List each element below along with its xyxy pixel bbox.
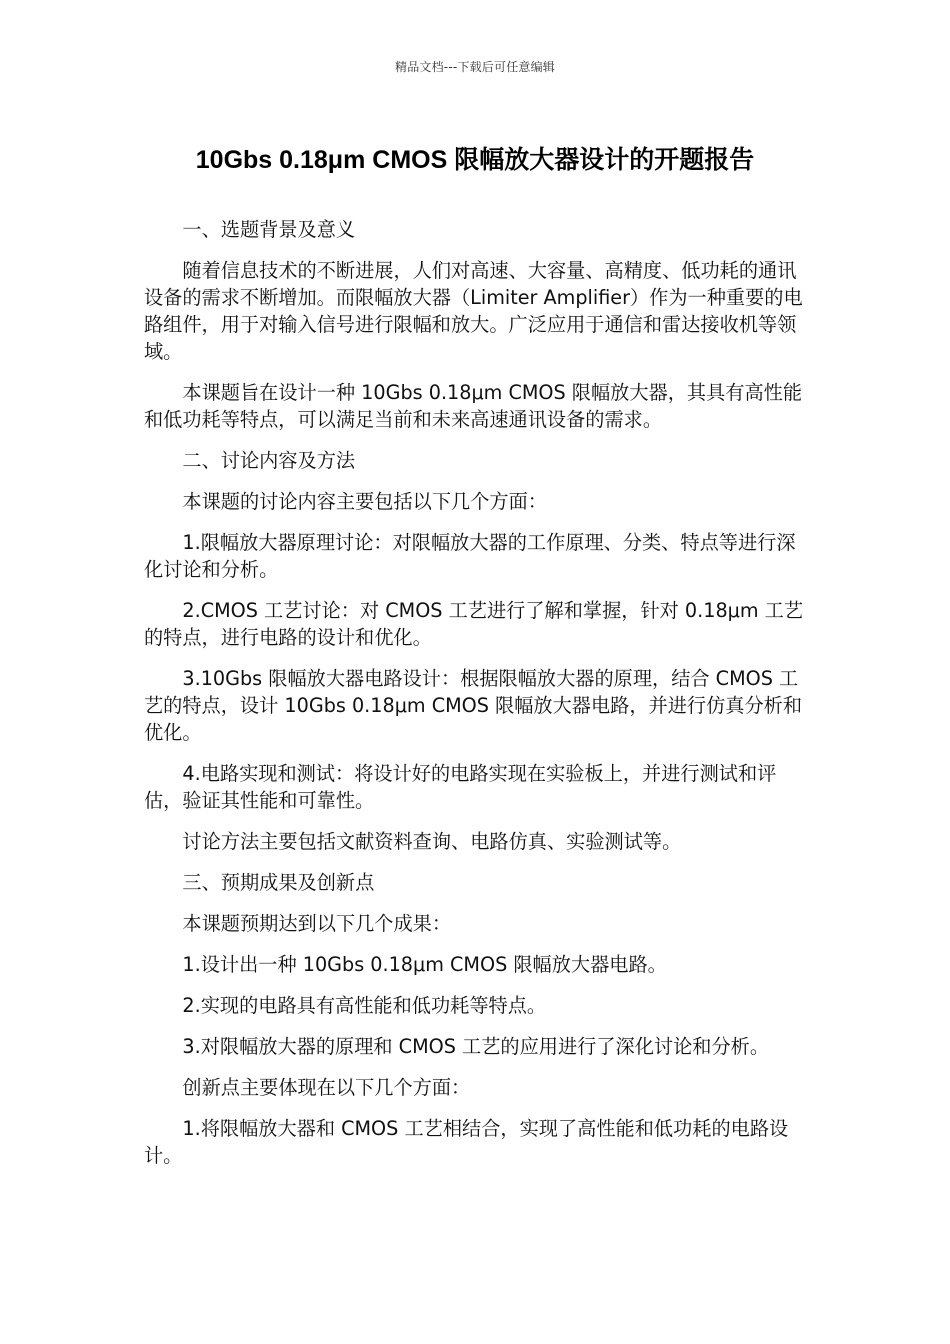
paragraph-outcomes-intro: 本课题预期达到以下几个成果： bbox=[182, 912, 452, 935]
paragraph-methods: 讨论方法主要包括文献资料查询、电路仿真、实验测试等。 bbox=[182, 830, 682, 853]
document-title: 10Gbs 0.18μm CMOS 限幅放大器设计的开题报告 bbox=[195, 146, 755, 174]
document-body bbox=[144, 216, 808, 1183]
list-item-outcome-1: 1.设计出一种 10Gbs 0.18μm CMOS 限幅放大器电路。 bbox=[182, 953, 667, 976]
list-item-innovation-1: 1.将限幅放大器和 CMOS 工艺相结合，实现了高性能和低功耗的电路设计。 bbox=[144, 1117, 789, 1167]
list-item-outcome-3: 3.对限幅放大器的原理和 CMOS 工艺的应用进行了深化讨论和分析。 bbox=[182, 1035, 770, 1058]
list-item-cmos-process: 2.CMOS 工艺讨论：对 CMOS 工艺进行了解和掌握，针对 0.18μm 工艺的特点，进行电路的设计和优化。 bbox=[144, 599, 804, 649]
section-heading-content-methods: 二、讨论内容及方法 bbox=[182, 449, 356, 472]
paragraph-content-intro: 本课题的讨论内容主要包括以下几个方面： bbox=[182, 490, 547, 513]
list-item-outcome-2: 2.实现的电路具有高性能和低功耗等特点。 bbox=[182, 994, 547, 1017]
paragraph-innovation-intro: 创新点主要体现在以下几个方面： bbox=[182, 1076, 471, 1099]
list-item-circuit-design: 3.10Gbs 限幅放大器电路设计：根据限幅放大器的原理，结合 CMOS 工艺的特点，设计 10Gbs 0.18μm CMOS 限幅放大器电路，并进行仿真分析和优化。 bbox=[144, 667, 803, 744]
section-heading-outcomes: 三、预期成果及创新点 bbox=[182, 871, 375, 894]
list-item-implementation-test: 4.电路实现和测试：将设计好的电路实现在实验板上，并进行测试和评估，验证其性能和可靠性。 bbox=[144, 762, 777, 812]
paragraph-objective: 本课题旨在设计一种 10Gbs 0.18μm CMOS 限幅放大器，其具有高性能和低功耗等特点，可以满足当前和未来高速通讯设备的需求。 bbox=[144, 381, 803, 431]
list-item-principle: 1.限幅放大器原理讨论：对限幅放大器的工作原理、分类、特点等进行深化讨论和分析。 bbox=[144, 531, 796, 581]
paragraph-background: 随着信息技术的不断进展，人们对高速、大容量、高精度、低功耗的通讯设备的需求不断增加。而限幅放大器（Limiter Amplifier）作为一种重要的电路组件，用于对输入信号进行限幅和放大。广泛应用于通信和雷达接收机等领域。 bbox=[144, 259, 803, 363]
page-header: 精品文档---下载后可任意编辑 bbox=[395, 60, 555, 74]
section-heading-background: 一、选题背景及意义 bbox=[182, 218, 356, 241]
